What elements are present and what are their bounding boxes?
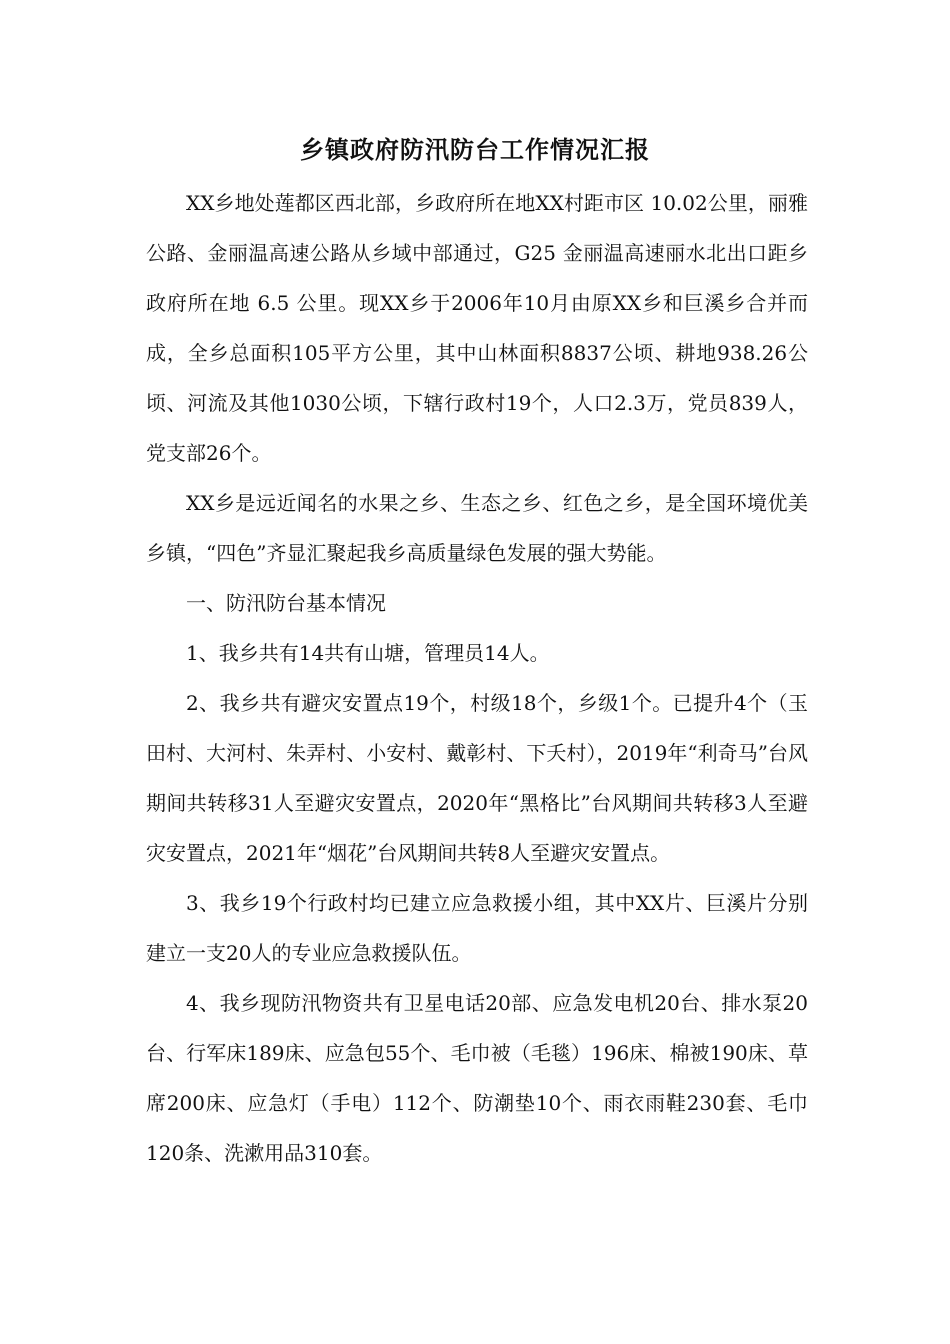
paragraph-item-2: 2、我乡共有避灾安置点19个，村级18个，乡级1个。已提升4个（玉田村、大河村、朱弄村、小安村、戴彰村、下夭村），2019年“利奇马”台风期间共转移31人至避灾安置点，2020年“黑格比”台风期间共转移3人至避灾安置点，2021年“烟花”台风期间共转8人至避灾安置点。 <box>146 691 808 865</box>
paragraph-item-1: 1、我乡共有14共有山塘，管理员14人。 <box>186 641 550 665</box>
paragraph-characteristics: XX乡是远近闻名的水果之乡、生态之乡、红色之乡，是全国环境优美乡镇，“四色”齐显汇聚起我乡高质量绿色发展的强大势能。 <box>146 491 808 565</box>
document-title: 乡镇政府防汛防台工作情况汇报 <box>300 135 650 164</box>
document-body <box>146 178 808 1178</box>
paragraph-overview: XX乡地处莲都区西北部，乡政府所在地XX村距市区 10.02公里，丽雅公路、金丽温高速公路从乡域中部通过，G25 金丽温高速丽水北出口距乡政府所在地 6.5 公里。现XX乡于2006年10月由原XX乡和巨溪乡合并而成，全乡总面积105平方公里，其中山林面积8837公顷、耕地938.26公顷、河流及其他1030公顷，下辖行政村19个，人口2.3万，党员839人，党支部26个。 <box>146 191 808 465</box>
paragraph-item-3: 3、我乡19个行政村均已建立应急救援小组，其中XX片、巨溪片分别建立一支20人的专业应急救援队伍。 <box>146 891 808 965</box>
section-heading: 一、防汛防台基本情况 <box>186 591 386 615</box>
paragraph-item-4: 4、我乡现防汛物资共有卫星电话20部、应急发电机20台、排水泵20台、行军床189床、应急包55个、毛巾被（毛毯）196床、棉被190床、草席200床、应急灯（手电）112个、防潮垫10个、雨衣雨鞋230套、毛巾120条、洗漱用品310套。 <box>146 991 808 1165</box>
